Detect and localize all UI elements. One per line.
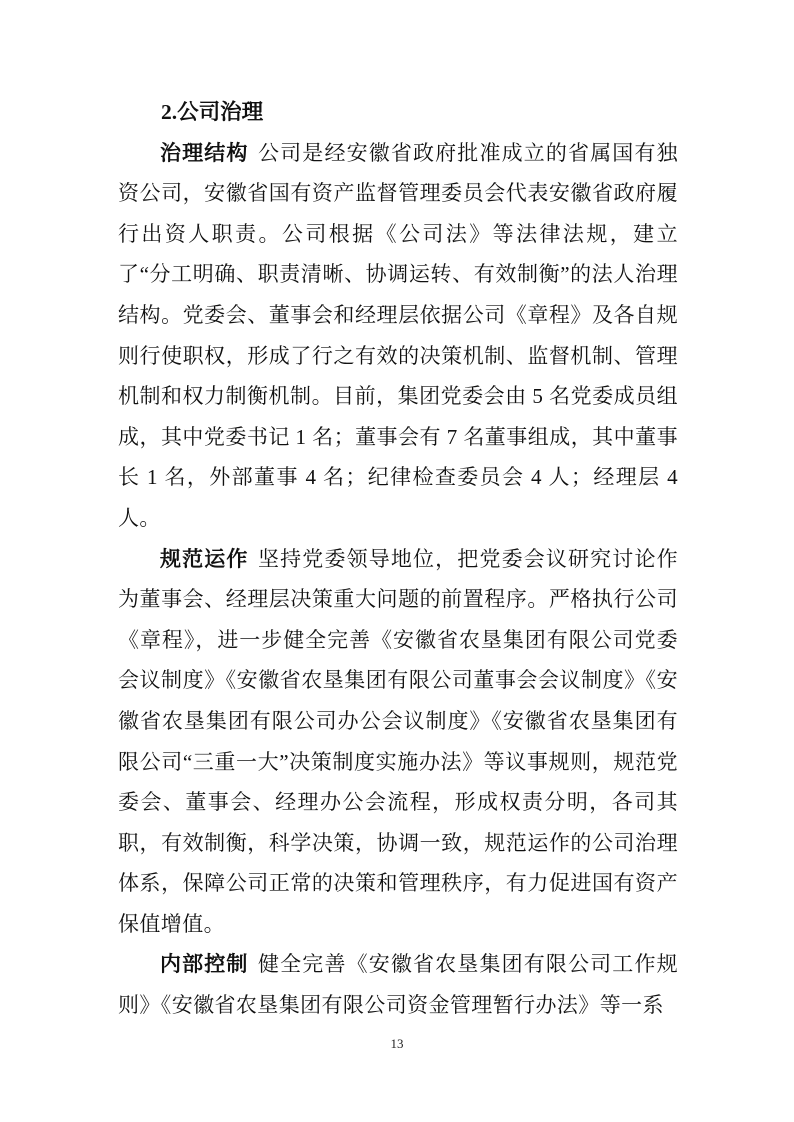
paragraph-lead-internal-control: 内部控制 (160, 952, 249, 977)
paragraph-text-governance-structure: 公司是经安徽省政府批准成立的省属国有独资公司，安徽省国有资产监督管理委员会代表安徽省政府履行出资人职责。公司根据《公司法》等法律法规，建立了“分工明确、职责清晰、协调运转、有效制衡”的法人治理结构。党委会、董事会和经理层依据公司《章程》及各自规则行使职权，形成了行之有效的决策机制、监督机制、管理机制和权力制衡机制。目前，集团党委会由 5 名党委成员组成，其中党委书记 1 名；董事会有 7 名董事组成，其中董事长 1 名，外部董事 4 名；纪律检查委员会 4 人；经理层 4 人。 (118, 140, 678, 530)
paragraph-lead-governance-structure: 治理结构 (160, 140, 249, 165)
section-heading: 2.公司治理 (161, 100, 264, 124)
paragraph-text-internal-control: 健全完善《安徽省农垦集团有限公司工作规则》《安徽省农垦集团有限公司资金管理暂行办法》等一系 (118, 952, 678, 1018)
page-number: 13 (390, 1036, 404, 1051)
paragraph-text-standard-operation: 坚持党委领导地位，把党委会议研究讨论作为董事会、经理层决策重大问题的前置程序。严格执行公司《章程》，进一步健全完善《安徽省农垦集团有限公司党委会议制度》《安徽省农垦集团有限公司董事会会议制度》《安徽省农垦集团有限公司办公会议制度》《安徽省农垦集团有限公司“三重一大”决策制度实施办法》等议事规则，规范党委会、董事会、经理办公会流程，形成权责分明，各司其职，有效制衡，科学决策，协调一致，规范运作的公司治理体系，保障公司正常的决策和管理秩序，有力促进国有资产保值增值。 (118, 546, 678, 936)
paragraph-lead-standard-operation: 规范运作 (160, 546, 249, 571)
paragraph-internal-control (118, 944, 678, 1025)
paragraph-standard-operation (118, 539, 678, 945)
paragraph-governance-structure (118, 133, 678, 539)
document-content (118, 0, 678, 1026)
